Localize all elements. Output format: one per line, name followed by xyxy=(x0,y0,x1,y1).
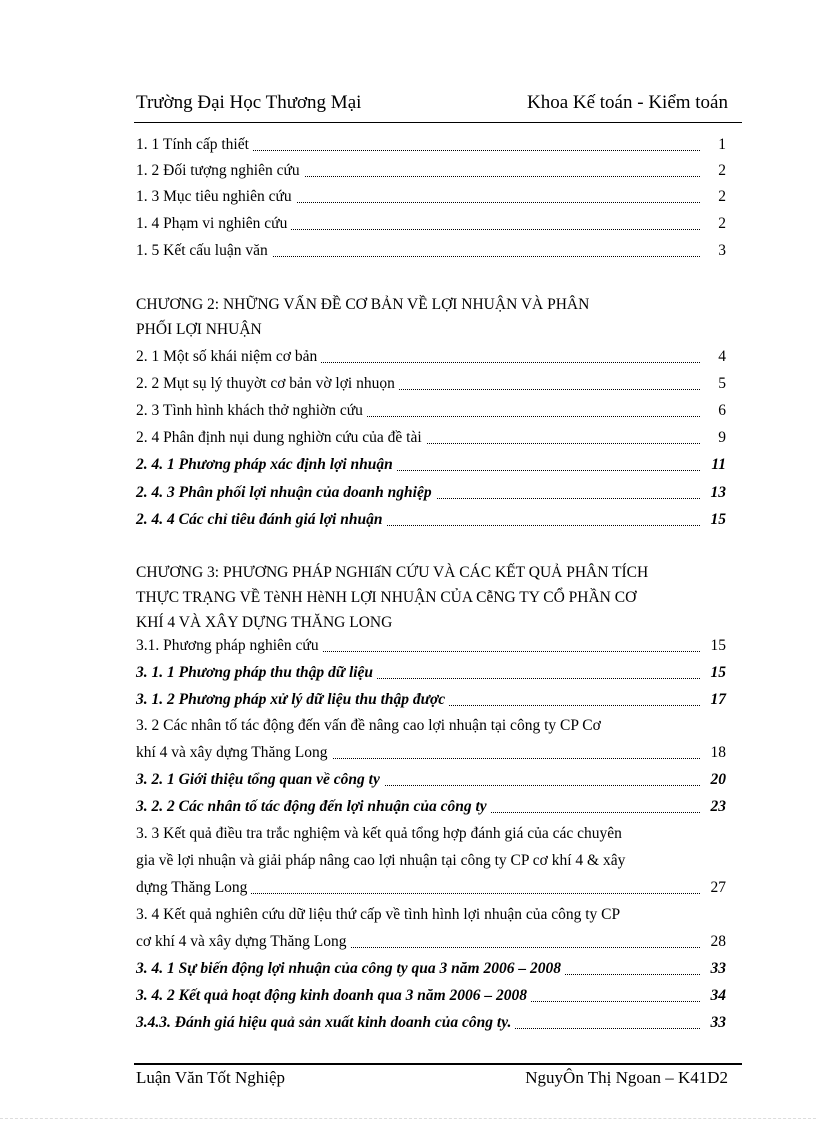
chapter-3-heading[interactable]: CHƯƠNG 3: PHƯƠNG PHÁP NGHIấN CỨU VÀ CÁC KẾT QUẢ PHÂN TÍCH THỰC TRẠNG VỀ TèNH HèNH LỢI NHUẬN CỦA CễNG TY CỔ PHẦN CƠ KHÍ 4 VÀ XÂY DỰNG THĂNG LONG xyxy=(136,564,649,631)
toc-entry[interactable]: 3. 1. 1 Phương pháp thu thập dữ liệu 15 xyxy=(136,661,740,685)
toc-entry[interactable]: 1. 4 Phạm vi nghiên cứu 2 xyxy=(136,212,740,236)
toc-entry[interactable]: 3. 2. 2 Các nhân tố tác động đến lợi nhuận của công ty 23 xyxy=(136,795,740,819)
toc-entry[interactable]: 1. 5 Kết cấu luận văn 3 xyxy=(136,239,740,263)
page-footer xyxy=(136,1068,742,1092)
chapter-2-heading[interactable]: CHƯƠNG 2: NHỮNG VẤN ĐỀ CƠ BẢN VỀ LỢI NHUẬN VÀ PHÂN PHỐI LỢI NHUẬN xyxy=(136,296,590,338)
toc-entry[interactable]: 1. 3 Mục tiêu nghiên cứu 2 xyxy=(136,185,740,209)
toc-entry[interactable]: khí 4 và xây dựng Thăng Long 18 xyxy=(136,741,740,765)
toc-entry[interactable]: 2. 1 Một số khái niệm cơ bản 4 xyxy=(136,345,740,369)
toc-entry[interactable]: dựng Thăng Long 27 xyxy=(136,876,740,900)
toc-entry[interactable]: 2. 2 Mụt sụ lý thuyờt cơ bản vờ lợi nhuọn 5 xyxy=(136,372,740,396)
page-edge xyxy=(0,1118,816,1119)
toc-entry[interactable]: 3. 1. 2 Phương pháp xử lý dữ liệu thu thập được 17 xyxy=(136,688,740,712)
toc-entry-3-4-line1[interactable]: 3. 4 Kết quả nghiên cứu dữ liệu thứ cấp về tình hình lợi nhuận của công ty CP xyxy=(136,906,621,923)
toc-entry[interactable]: 3. 4. 2 Kết quả hoạt động kinh doanh qua 3 năm 2006 – 2008 34 xyxy=(136,984,740,1008)
toc-entry[interactable]: 3.4.3. Đánh giá hiệu quả sản xuất kinh doanh của công ty. 33 xyxy=(136,1011,740,1035)
toc-entry[interactable]: 2. 4. 4 Các chỉ tiêu đánh giá lợi nhuận 15 xyxy=(136,508,740,532)
toc-entry[interactable]: 2. 4. 3 Phân phối lợi nhuận của doanh nghiệp 13 xyxy=(136,481,740,505)
toc-entry[interactable]: 3. 4. 1 Sự biến động lợi nhuận của công ty qua 3 năm 2006 – 2008 33 xyxy=(136,957,740,981)
toc-entry-3-3-line2[interactable]: gia về lợi nhuận và giải pháp nâng cao lợi nhuận tại công ty CP cơ khí 4 & xây xyxy=(136,852,626,869)
header-rule xyxy=(134,122,742,123)
toc-entry[interactable]: cơ khí 4 và xây dựng Thăng Long 28 xyxy=(136,930,740,954)
toc-entry[interactable]: 2. 3 Tình hình khách thở nghiờn cứu 6 xyxy=(136,399,740,423)
footer-author: NguyÔn Thị Ngoan – K41D2 xyxy=(525,1068,728,1087)
toc-entry[interactable]: 2. 4. 1 Phương pháp xác định lợi nhuận 11 xyxy=(136,453,740,477)
header-faculty: Khoa Kế toán - Kiểm toán xyxy=(526,92,728,113)
page-header xyxy=(136,92,742,116)
toc-entry-3-2-line1[interactable]: 3. 2 Các nhân tố tác động đến vấn đề nâng cao lợi nhuận tại công ty CP Cơ xyxy=(136,717,601,734)
footer-thesis: Luận Văn Tốt Nghiệp xyxy=(136,1068,286,1087)
toc-entry[interactable]: 2. 4 Phân định nụi dung nghiờn cứu của đề tài 9 xyxy=(136,426,740,450)
toc-entry[interactable]: 1. 2 Đối tượng nghiên cứu 2 xyxy=(136,159,740,183)
toc-entry[interactable]: 3.1. Phương pháp nghiên cứu 15 xyxy=(136,634,740,658)
toc-entry[interactable]: 3. 2. 1 Giới thiệu tổng quan về công ty 20 xyxy=(136,768,740,792)
toc-entry-3-3-line1[interactable]: 3. 3 Kết quả điều tra trắc nghiệm và kết quả tổng hợp đánh giá của các chuyên xyxy=(136,825,622,842)
toc-entry[interactable]: 1. 1 Tính cấp thiết 1 xyxy=(136,133,740,157)
header-school: Trường Đại Học Thương Mại xyxy=(136,92,362,113)
footer-rule xyxy=(134,1063,742,1065)
